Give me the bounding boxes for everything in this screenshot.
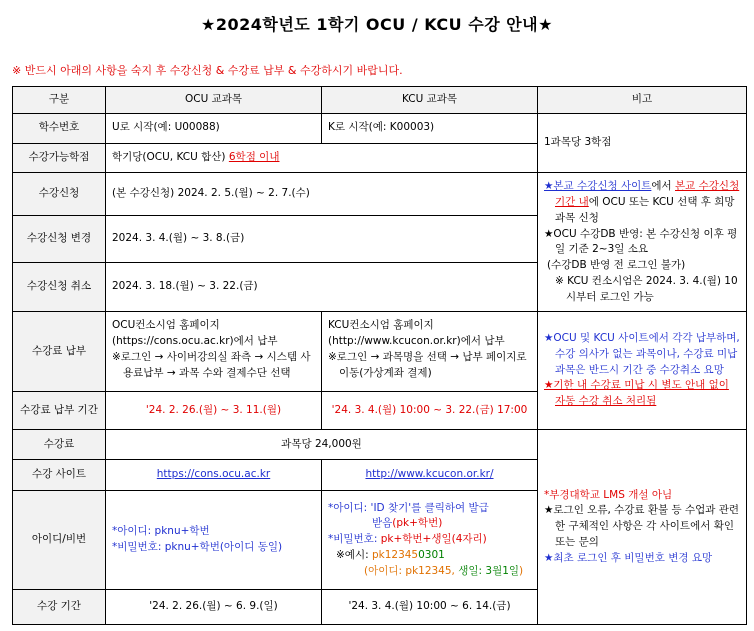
ocu-payment-url: (https://cons.ocu.ac.kr)에서 납부 (112, 335, 278, 347)
credits-prefix: 학기당(OCU, KCU 합산) (112, 151, 229, 164)
kcu-student-id: K로 시작(예: K00003) (322, 113, 538, 143)
kcu-site-link[interactable]: http://www.kcucon.or.kr/ (365, 468, 494, 481)
kcu-payment-note: ※로그인 → 과목명을 선택 → 납부 페이지로 이동(가상계좌 결제) (328, 350, 527, 379)
ocu-payment-title: OCU컨소시엄 홈페이지 (112, 319, 220, 332)
remark-lms-b: ★로그인 오류, 수강료 환불 등 수업과 관련한 구체적인 사항은 각 사이트에서 확인 또는 문의 (544, 504, 740, 548)
remark-register-b: ★OCU 수강DB 반영: 본 수강신청 이후 평일 기준 2~3일 소요 (544, 227, 738, 256)
ocu-period: '24. 2. 26.(월) ~ 6. 9.(일) (106, 589, 322, 624)
row-student-id (13, 113, 747, 143)
change-text: 2024. 3. 4.(월) ~ 3. 8.(금) (106, 215, 538, 263)
ocu-login-id: *아이디: pknu+학번 (112, 525, 210, 538)
ocu-student-id: U로 시작(예: U00088) (106, 113, 322, 143)
header-remarks: 비고 (538, 87, 747, 114)
ocu-site-link[interactable]: https://cons.ocu.ac.kr (156, 468, 271, 481)
header-ocu: OCU 교과목 (106, 87, 322, 114)
remark-register-a: ★본교 수강신청 사이트에서 본교 수강신청 기간 내에 OCU 또는 KCU 선택 후 희망 과목 신청 (544, 180, 740, 224)
kcu-period: '24. 3. 4.(월) 10:00 ~ 6. 14.(금) (322, 589, 538, 624)
kcu-payment-period: '24. 3. 4.(월) 10:00 ~ 3. 22.(금) 17:00 (322, 392, 538, 429)
kcu-login-id-2: 받음(pk+학번) (372, 517, 443, 530)
remark-payment-b: ★기한 내 수강료 미납 시 별도 안내 없이 자동 수강 취소 처리됨 (544, 379, 729, 407)
ocu-payment (106, 312, 322, 392)
fee-text: 과목당 24,000원 (106, 429, 538, 460)
ocu-payment-period: '24. 2. 26.(월) ~ 3. 11.(월) (106, 392, 322, 429)
header-category: 구분 (13, 87, 106, 114)
label-login: 아이디/비번 (13, 491, 106, 590)
kcu-login-pw: *비밀번호: pk+학번+생일(4자리) (328, 533, 487, 546)
credits-text (106, 143, 538, 173)
ocu-login (106, 491, 322, 590)
row-register (13, 173, 747, 215)
kcu-login-id: *아이디: 'ID 찾기'를 클릭하여 발급 (328, 501, 489, 514)
label-credits: 수강가능학점 (13, 143, 106, 173)
label-fee: 수강료 (13, 429, 106, 460)
label-payment-period: 수강료 납부 기간 (13, 392, 106, 429)
label-period: 수강 기간 (13, 589, 106, 624)
kcu-payment (322, 312, 538, 392)
ocu-site-cell (106, 460, 322, 491)
register-text: (본 수강신청) 2024. 2. 5.(월) ~ 2. 7.(수) (106, 173, 538, 215)
remark-credits: 1과목당 3학점 (538, 113, 747, 173)
remark-lms-a: *부경대학교 LMS 개설 아님 (544, 488, 673, 501)
remark-register-b2: (수강DB 반영 전 로그인 불가) (547, 259, 686, 272)
kcu-payment-url: (http://www.kcucon.or.kr)에서 납부 (328, 335, 505, 347)
label-payment: 수강료 납부 (13, 312, 106, 392)
header-row (13, 87, 747, 114)
notice-text: ※ 반드시 아래의 사항을 숙지 후 수강신청 & 수강료 납부 & 수강하시기 바랍니다. (12, 64, 403, 77)
course-guide-table (12, 86, 747, 625)
label-register: 수강신청 (13, 173, 106, 215)
kcu-payment-title: KCU컨소시엄 홈페이지 (328, 319, 434, 332)
ocu-login-pw: *비밀번호: pknu+학번(아이디 동일) (112, 541, 283, 554)
remark-register (538, 173, 747, 312)
label-cancel: 수강신청 취소 (13, 263, 106, 312)
label-student-id: 학수번호 (13, 113, 106, 143)
row-fee (13, 429, 747, 460)
cancel-text: 2024. 3. 18.(월) ~ 3. 22.(금) (106, 263, 538, 312)
kcu-site-cell (322, 460, 538, 491)
kcu-login-example-2: (아이디: pk12345, 생일: 3월1일) (364, 564, 524, 577)
header-kcu: KCU 교과목 (322, 87, 538, 114)
remark-payment-a: ★OCU 및 KCU 사이트에서 각각 납부하며, 수강 의사가 없는 과목이나, 수강료 미납 과목은 반드시 기간 중 수강취소 요망 (544, 332, 740, 376)
credits-limit: 6학점 이내 (228, 151, 280, 164)
ocu-payment-note: ※로그인 → 사이버강의실 좌측 → 시스템 사용료납부 → 과목 수와 결제수단 선택 (112, 350, 311, 379)
kcu-login (322, 491, 538, 590)
label-site: 수강 사이트 (13, 460, 106, 491)
page-title: ★2024학년도 1학기 OCU / KCU 수강 안내★ (201, 15, 553, 34)
kcu-login-example: ※예시: pk123450301 (336, 548, 445, 561)
row-payment (13, 312, 747, 392)
label-change: 수강신청 변경 (13, 215, 106, 263)
remark-lms (538, 429, 747, 624)
remark-register-c: ※ KCU 컨소시엄은 2024. 3. 4.(월) 10시부터 로그인 가능 (555, 274, 738, 303)
remark-payment (538, 312, 747, 429)
remark-lms-c: ★최초 로그인 후 비밀번호 변경 요망 (544, 551, 713, 564)
